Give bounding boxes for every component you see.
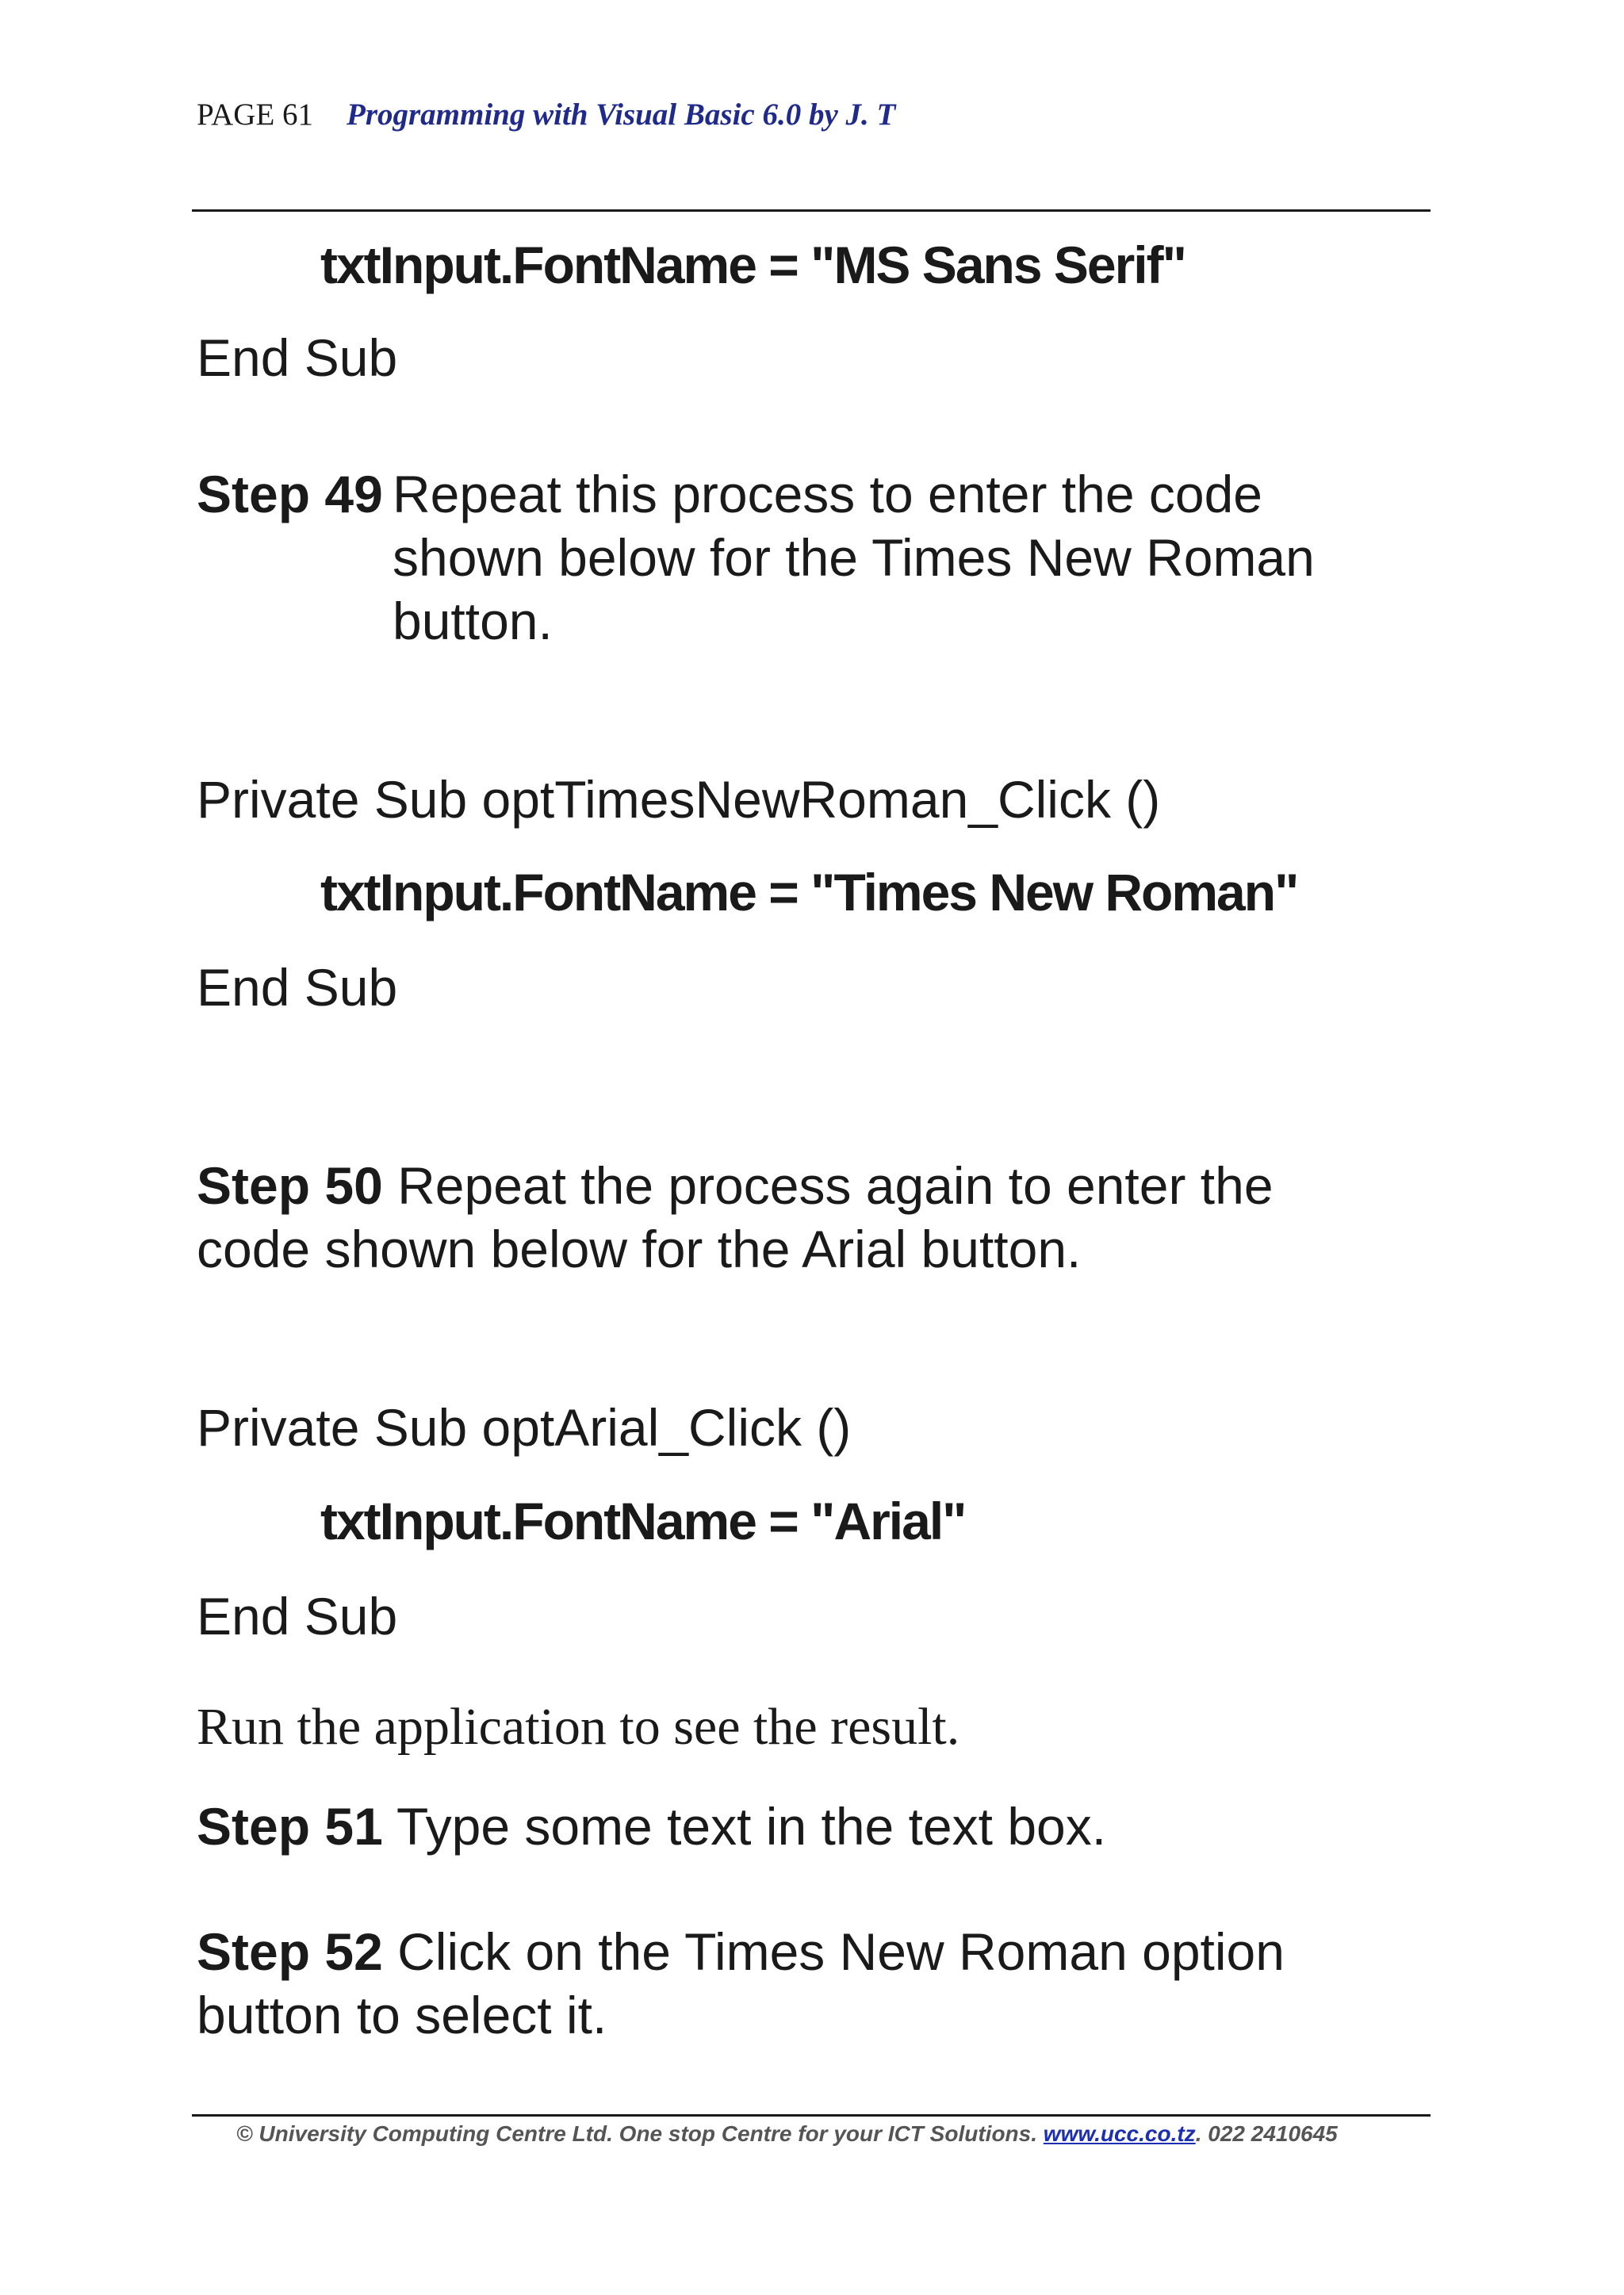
step-49-label: Step 49 [197,465,383,523]
code-sub-arial: Private Sub optArial_Click () [197,1398,852,1457]
run-instruction: Run the application to see the result. [197,1698,960,1756]
footer-divider [192,2114,1431,2117]
code-end-sub-1: End Sub [197,328,398,387]
step-52-text-line-2: button to select it. [197,1986,607,2044]
footer [236,2121,1338,2147]
footer-copyright-text: © University Computing Centre Ltd. One stop Centre for your ICT Solutions. [236,2121,1038,2146]
step-51-label: Step 51 [197,1797,383,1856]
step-51-text: Type some text in the text box. [396,1797,1107,1856]
step-50-label: Step 50 [197,1156,383,1215]
step-49-text-line-2: shown below for the Times New Roman [393,528,1315,587]
step-49-text-line-3: button. [393,592,553,650]
step-52-text-line-1: Click on the Times New Roman option [397,1922,1285,1981]
code-end-sub-3: End Sub [197,1587,398,1646]
step-50-text-line-1: Repeat the process again to enter the [397,1156,1274,1215]
page-number: PAGE 61 [197,98,314,132]
step-52 [197,1921,1285,1982]
footer-phone: . 022 2410645 [1195,2121,1338,2146]
code-sub-times-new-roman: Private Sub optTimesNewRoman_Click () [197,770,1161,829]
step-50-text-line-2: code shown below for the Arial button. [197,1220,1082,1278]
code-line-times-new-roman: txtInput.FontName = "Times New Roman" [320,863,1298,921]
step-49-text-line-1: Repeat this process to enter the code [393,465,1262,523]
code-line-ms-sans-serif: txtInput.FontName = "MS Sans Serif" [320,236,1185,294]
step-50 [197,1155,1274,1216]
header-divider [192,209,1431,212]
footer-website-link[interactable]: www.ucc.co.tz [1043,2121,1196,2146]
step-52-label: Step 52 [197,1922,383,1981]
book-title: Programming with Visual Basic 6.0 by J. T [347,98,896,132]
step-51 [197,1796,1106,1856]
code-end-sub-2: End Sub [197,958,398,1017]
code-line-arial: txtInput.FontName = "Arial" [320,1492,966,1550]
step-49 [197,464,383,524]
